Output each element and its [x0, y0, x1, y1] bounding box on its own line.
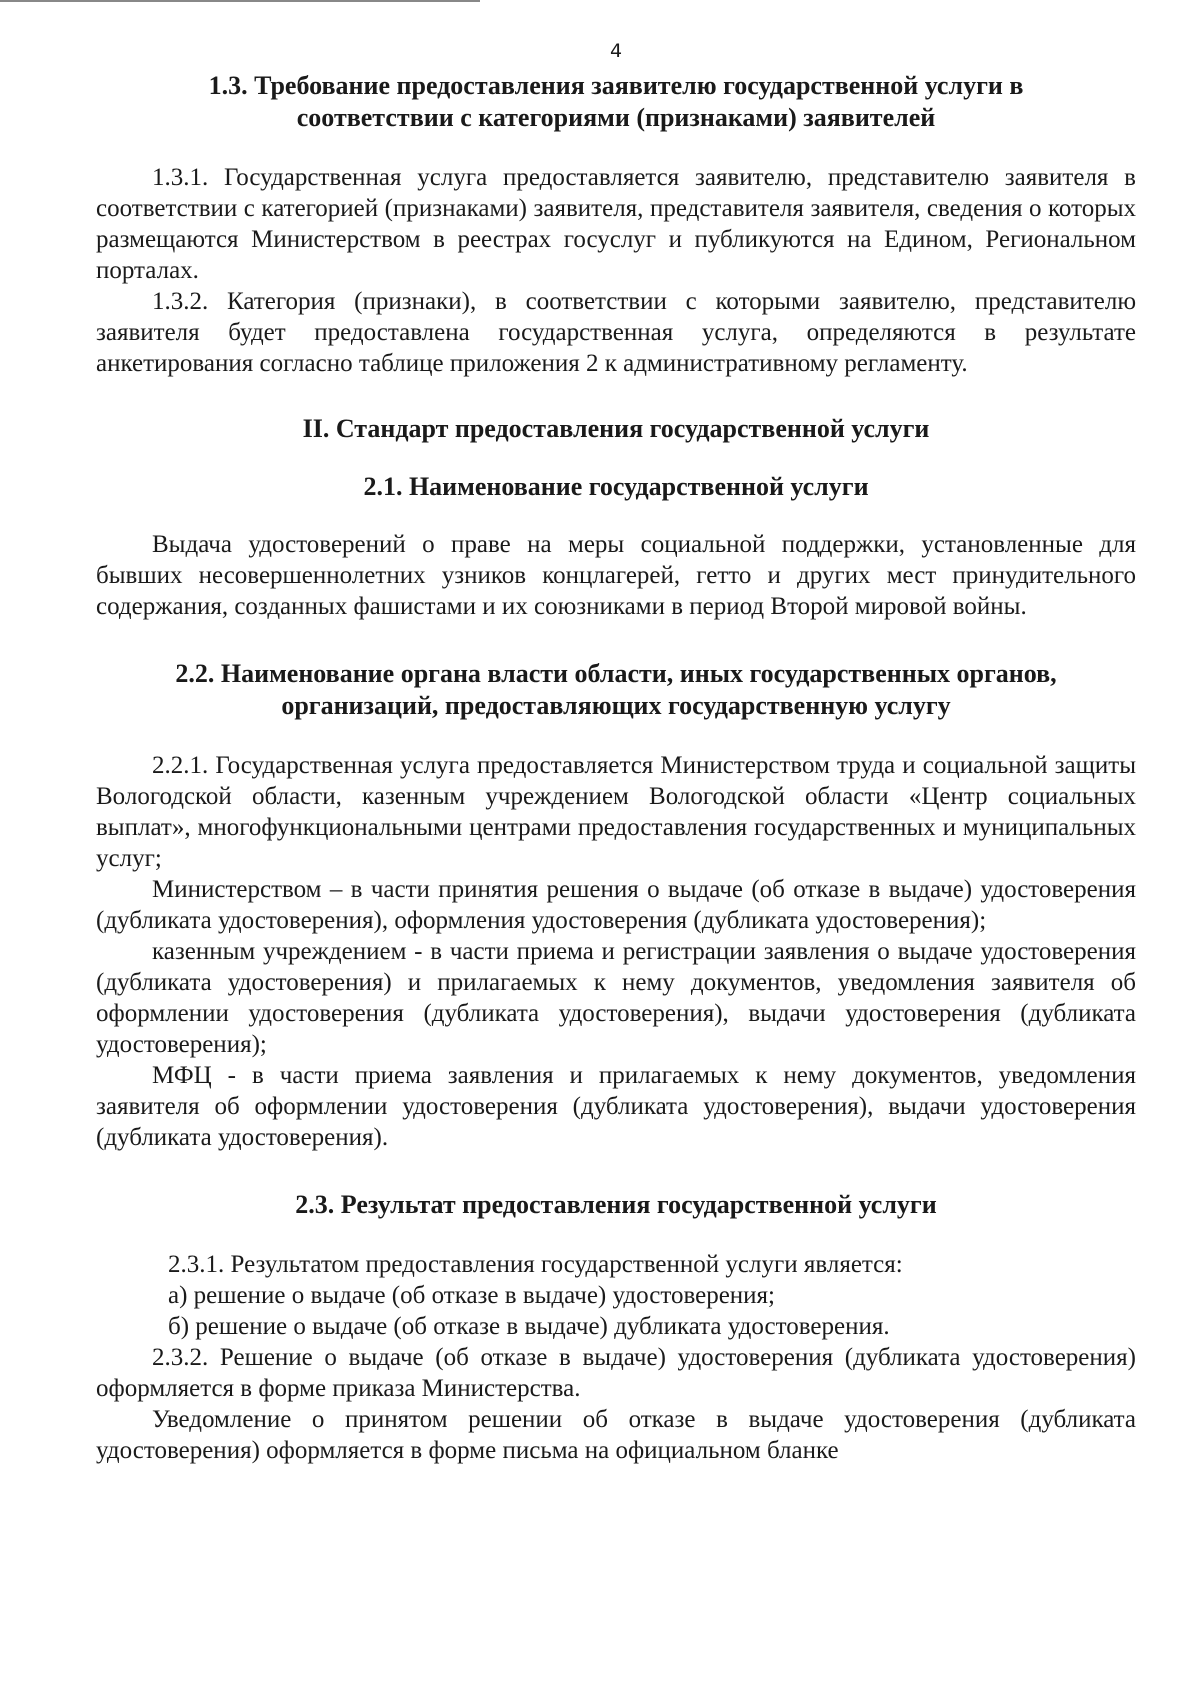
section-2-title: II. Стандарт предоставления государственной услуги: [302, 414, 930, 443]
list-item-2-3-1: 2.3.1. Результатом предоставления государственной услуги является:: [168, 1251, 903, 1278]
section-2-2-body: [96, 750, 1136, 1153]
page-number: 4: [609, 40, 623, 62]
section-2-3-body: [96, 1249, 1136, 1466]
section-2-1-title: 2.1. Наименование государственной услуги: [363, 472, 869, 501]
section-1-3-body: [96, 162, 1136, 379]
list-item-b: б) решение о выдаче (об отказе в выдаче) дубликата удостоверения.: [168, 1313, 890, 1340]
paragraph-2-2-ministry: Министерством – в части принятия решения о выдаче (об отказе в выдаче) удостоверения (дубликата удостоверения), оформления удостоверения (дубликата удостоверения);: [96, 876, 1136, 934]
paragraph-2-3-2: 2.3.2. Решение о выдаче (об отказе в выдаче) удостоверения (дубликата удостоверения) оформляется в форме приказа Министерства.: [96, 1344, 1136, 1402]
list-item-a: а) решение о выдаче (об отказе в выдаче) удостоверения;: [168, 1282, 776, 1309]
paragraph-2-2-1: 2.2.1. Государственная услуга предоставляется Министерством труда и социальной защиты Вологодской области, казенным учреждением Вологодской области «Центр социальных выплат», многофункциональными центрами предоставления государственных и муниципальных услуг;: [96, 752, 1136, 872]
section-2-3-title: 2.3. Результат предоставления государственной услуги: [295, 1190, 937, 1219]
section-1-3-title: 1.3. Требование предоставления заявителю государственной услуги в соответствии с категориями (признаками) заявителей: [208, 71, 1024, 132]
paragraph-2-2-mfc: МФЦ - в части приема заявления и прилагаемых к нему документов, уведомления заявителя об оформлении удостоверения (дубликата удостоверения), выдачи удостоверения (дубликата удостоверения).: [96, 1062, 1136, 1151]
document-page: [96, 40, 1136, 1466]
paragraph-1-3-1: 1.3.1. Государственная услуга предоставляется заявителю, представителю заявителя в соответствии с категорией (признаками) заявителя, представителя заявителя, сведения о которых размещаются Министерством в реестрах госуслуг и публикуются на Едином, Региональном порталах.: [96, 164, 1136, 284]
scan-edge-line: [0, 0, 480, 2]
section-2-1-body: [96, 529, 1136, 622]
paragraph-1-3-2: 1.3.2. Категория (признаки), в соответствии с которыми заявителю, представителю заявителя будет предоставлена государственная услуга, определяются в результате анкетирования согласно таблице приложения 2 к административному регламенту.: [96, 288, 1136, 377]
paragraph-2-3-notice: Уведомление о принятом решении об отказе в выдаче удостоверения (дубликата удостоверения) оформляется в форме письма на официальном бланке: [96, 1406, 1136, 1464]
section-2-2-title: 2.2. Наименование органа власти области, иных государственных органов, организаций, предоставляющих государственную услугу: [175, 659, 1057, 720]
paragraph-2-1: Выдача удостоверений о праве на меры социальной поддержки, установленные для бывших несовершеннолетних узников концлагерей, гетто и других мест принудительного содержания, созданных фашистами и их союзниками в период Второй мировой войны.: [96, 531, 1136, 620]
paragraph-2-2-institution: казенным учреждением - в части приема и регистрации заявления о выдаче удостоверения (дубликата удостоверения) и прилагаемых к нему документов, уведомления заявителя об оформлении удостоверения (дубликата удостоверения), выдачи удостоверения (дубликата удостоверения);: [96, 938, 1136, 1058]
